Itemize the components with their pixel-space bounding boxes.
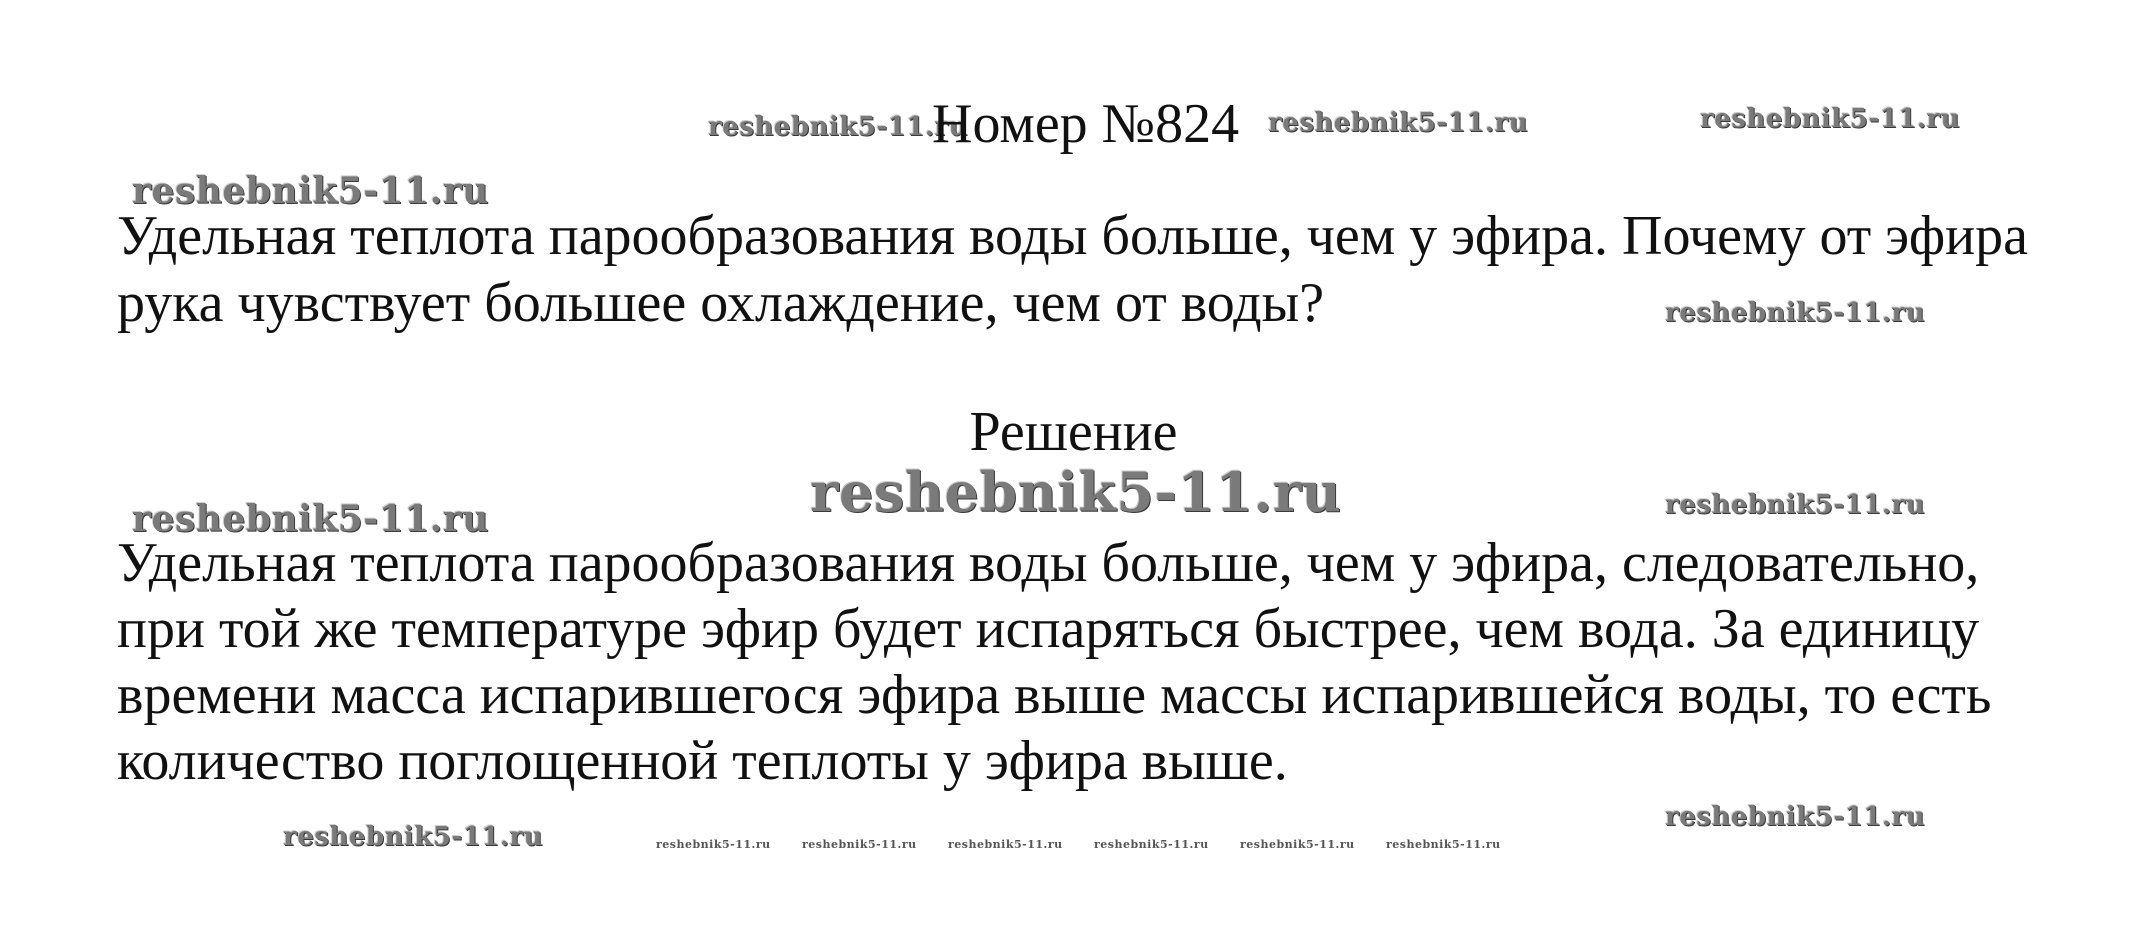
watermark: reshebnik5-11.ru [1665,298,1926,328]
watermark: reshebnik5-11.ru [283,822,544,852]
watermark: reshebnik5-11.ru [1386,838,1501,851]
watermark: reshebnik5-11.ru [810,460,1342,524]
watermark: reshebnik5-11.ru [132,498,489,540]
solution-heading: Решение [969,401,1178,463]
watermark: reshebnik5-11.ru [1094,838,1209,851]
watermark: reshebnik5-11.ru [1665,802,1926,832]
watermark: reshebnik5-11.ru [1700,104,1961,134]
problem-question: Удельная теплота парообразования воды больше, чем у эфира. Почему от эфира рука чувствует большее охлаждение, чем от воды? [117,205,2028,334]
watermark: reshebnik5-11.ru [708,112,969,142]
watermark: reshebnik5-11.ru [948,838,1063,851]
watermark: reshebnik5-11.ru [1268,108,1529,138]
watermark: reshebnik5-11.ru [656,838,771,851]
watermark: reshebnik5-11.ru [1240,838,1355,851]
watermark: reshebnik5-11.ru [132,170,489,212]
watermark: reshebnik5-11.ru [802,838,917,851]
solution-text: Удельная теплота парообразования воды больше, чем у эфира, следовательно, при той же температуре эфир будет испаряться быстрее, чем вода. За единицу времени масса испарившегося эфира выше массы испарившейся воды, то есть количество поглощенной теплоты у эфира выше. [117,532,1992,792]
problem-title: Номер №824 [932,93,1240,155]
watermark: reshebnik5-11.ru [1665,490,1926,520]
